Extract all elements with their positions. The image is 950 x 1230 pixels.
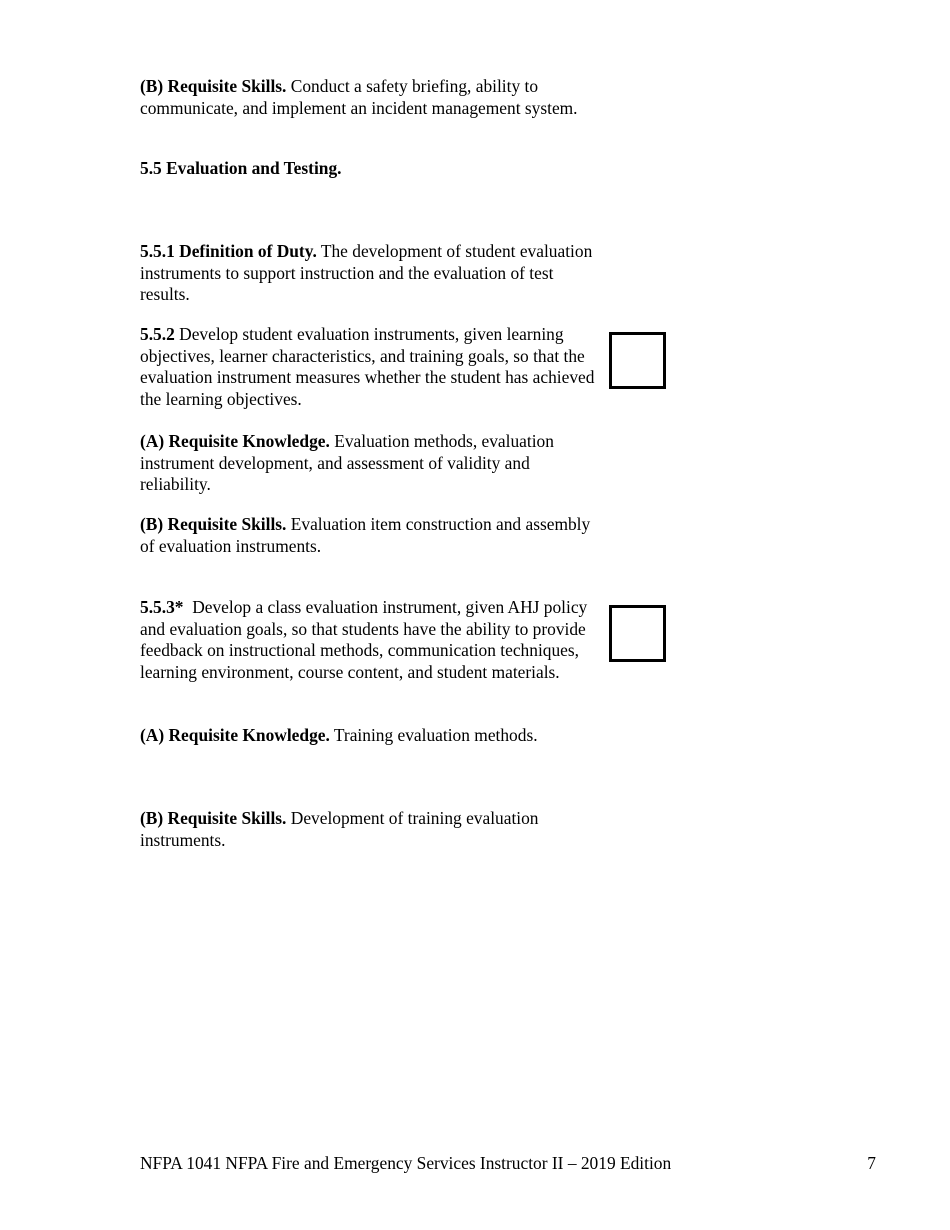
definition-of-duty-label: 5.5.1 Definition of Duty. [140, 241, 317, 261]
definition-of-duty-paragraph [140, 241, 595, 306]
requirement-5-5-2-label: 5.5.2 [140, 324, 175, 344]
checkbox-5-5-2[interactable] [609, 332, 666, 389]
checkbox-5-5-3[interactable] [609, 605, 666, 662]
requisite-knowledge-5-5-3-paragraph [140, 725, 595, 747]
requisite-skills-5-5-3-label: (B) Requisite Skills. [140, 808, 287, 828]
requisite-knowledge-5-5-2-text: Evaluation methods, evaluation instrument development, and assessment of validity and reliability. [140, 431, 554, 494]
requirement-5-5-2-paragraph [140, 324, 595, 410]
definition-of-duty-text: The development of student evaluation instruments to support instruction and the evaluation of test results. [140, 241, 593, 304]
requisite-skills-5-5-2-text: Evaluation item construction and assembly of evaluation instruments. [140, 514, 591, 556]
footer-document-title: NFPA 1041 NFPA Fire and Emergency Services Instructor II – 2019 Edition [140, 1153, 672, 1173]
requisite-knowledge-5-5-2-paragraph [140, 431, 595, 496]
requirement-5-5-2-text: Develop student evaluation instruments, given learning objectives, learner characteristics, and training goals, so that the evaluation instrument measures whether the student has achieved the learning objectives. [140, 324, 595, 409]
requisite-skills-text: Conduct a safety briefing, ability to communicate, and implement an incident management system. [140, 76, 578, 118]
section-heading-5-5-label: 5.5 Evaluation and Testing. [140, 158, 342, 178]
requisite-skills-5-5-2-paragraph [140, 514, 595, 557]
section-heading-5-5 [140, 158, 595, 180]
requisite-skills-5-5-3-paragraph [140, 808, 595, 851]
requirement-5-5-3-label: 5.5.3* [140, 597, 184, 617]
footer-page-number: 7 [867, 1153, 876, 1173]
requirement-5-5-3-text: Develop a class evaluation instrument, given AHJ policy and evaluation goals, so that students have the ability to provide feedback on instructional methods, communication techniques, learning environment, course content, and student materials. [140, 597, 588, 682]
requisite-knowledge-5-5-3-text: Training evaluation methods. [333, 725, 538, 745]
requisite-skills-label: (B) Requisite Skills. [140, 76, 287, 96]
requisite-skills-5-5-3-text: Development of training evaluation instruments. [140, 808, 539, 850]
requisite-skills-5-5-2-label: (B) Requisite Skills. [140, 514, 287, 534]
requisite-skills-paragraph [140, 76, 595, 119]
page-footer [140, 1153, 876, 1175]
requisite-knowledge-5-5-3-label: (A) Requisite Knowledge. [140, 725, 330, 745]
requisite-knowledge-5-5-2-label: (A) Requisite Knowledge. [140, 431, 330, 451]
requirement-5-5-3-paragraph [140, 597, 595, 683]
